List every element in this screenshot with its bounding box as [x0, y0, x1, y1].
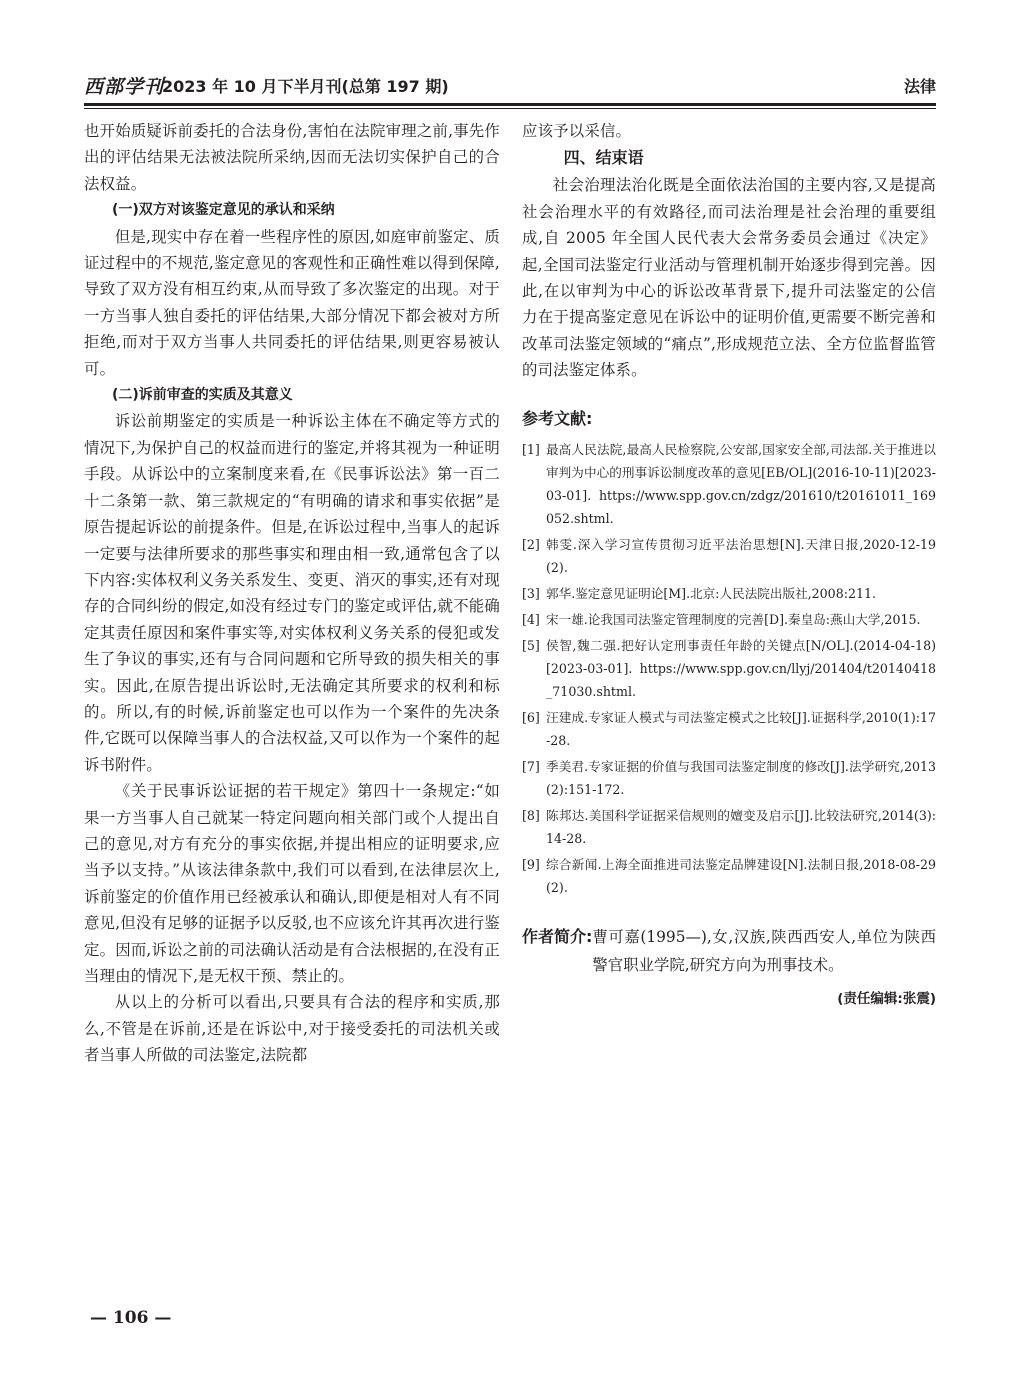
paragraph: 《关于民事诉讼证据的若干规定》第四十一条规定:“如果一方当事人自己就某一特定问题向相关部门或个人提出自己的意见,对方有充分的事实依据,并提出相应的证明要求,应当予以支持。”从该法律条款中,我们可以看到,在法律层次上,诉前鉴定的价值作用已经被承认和确认,即便是相对人有不同意见,但没有足够的证据予以反驳,也不应该允许其再次进行鉴定。因而,诉讼之前的司法确认活动是有合法根据的,在没有正当理由的情况下,是无权干预、禁止的。: [84, 782, 500, 985]
editor-credit: (责任编辑:张震): [837, 990, 936, 1007]
reference-number: [1]: [522, 441, 540, 457]
subheading: (二)诉前审查的实质及其意义: [112, 387, 293, 404]
reference-item: [522, 582, 936, 605]
reference-item: [522, 634, 936, 703]
reference-text: 汪建成.专家证人模式与司法鉴定模式之比较[J].证据科学,2010(1):17-28.: [546, 709, 936, 748]
reference-item: [522, 608, 936, 631]
reference-item: [522, 853, 936, 899]
reference-item: [522, 706, 936, 752]
reference-list: [522, 438, 936, 899]
references-title: 参考文献:: [522, 408, 593, 428]
section-name: 法律: [903, 77, 936, 96]
paragraph: 但是,现实中存在着一些程序性的原因,如庭审前鉴定、质证过程中的不规范,鉴定意见的客观性和正确性难以得到保障,导致了双方没有相互约束,从而导致了多次鉴定的出现。对于一方当事人独自委托的评估结果,大部分情况下都会被对方所拒绝,而对于双方当事人共同委托的评估结果,则更容易被认可。: [84, 227, 500, 378]
reference-text: 综合新闻.上海全面推进司法鉴定品牌建设[N].法制日报,2018-08-29(2).: [546, 856, 936, 895]
paragraph: 诉讼前期鉴定的实质是一种诉讼主体在不确定等方式的情况下,为保护自己的权益而进行的鉴定,并将其视为一种证明手段。从诉讼中的立案制度来看,在《民事诉讼法》第一百二十二条第一款、第三款规定的“有明确的请求和事实依据”是原告提起诉讼的前提条件。但是,在诉讼过程中,当事人的起诉一定要与法律所要求的那些事实和理由相一致,通常包含了以下内容:实体权利义务关系发生、变更、消灭的事实,还有对现存的合同纠纷的假定,如没有经过专门的鉴定或评估,就不能确定其责任原因和案件事实等,对实体权利义务关系的侵犯或发生了争议的事实,还有与合同问题和它所导致的损失相关的事实。因此,在原告提出诉讼时,无法确定其所要求的权利和标的。所以,有的时候,诉前鉴定也可以作为一个案件的先决条件,它既可以保障当事人的合法权益,又可以作为一个案件的起诉书附件。: [84, 412, 500, 774]
left-column: [84, 118, 500, 1069]
reference-number: [8]: [522, 807, 540, 823]
reference-number: [2]: [522, 536, 540, 552]
reference-text: 陈邦达.美国科学证据采信规则的嬗变及启示[J].比较法研究,2014(3):14-28.: [546, 807, 936, 846]
page-number: — 106 —: [90, 1308, 172, 1328]
reference-text: 宋一雄.论我国司法鉴定管理制度的完善[D].秦皇岛:燕山大学,2015.: [546, 611, 921, 627]
author-text: 曹可嘉(1995—),女,汉族,陕西西安人,单位为陕西警官职业学院,研究方向为刑事技术。: [592, 927, 936, 974]
reference-text: 韩雯.深入学习宣传贯彻习近平法治思想[N].天津日报,2020-12-19(2).: [546, 536, 936, 575]
reference-number: [3]: [522, 585, 540, 601]
journal-logo: 西部学刊: [84, 76, 165, 98]
paragraph: 应该予以采信。: [522, 122, 632, 140]
paragraph: 社会治理法治化既是全面依法治国的主要内容,又是提高社会治理水平的有效路径,而司法治理是社会治理的重要组成,自 2005 年全国人民代表大会常务委员会通过《决定》起,全国司法鉴定行业活动与管理机制开始逐步得到完善。因此,在以审判为中心的诉讼改革背景下,提升司法鉴定的公信力在于提高鉴定意见在诉讼中的证明价值,更需要不断完善和改革司法鉴定领域的“痛点”,形成规范立法、全方位监督监管的司法鉴定体系。: [522, 176, 936, 380]
reference-text: 最高人民法院,最高人民检察院,公安部,国家安全部,司法部.关于推进以审判为中心的刑事诉讼制度改革的意见[EB/OL](2016-10-11)[2023-03-01]. https://www.spp.gov.cn/zdgz/201610/t20161011_169052.shtml.: [546, 441, 936, 526]
author-bio: [522, 923, 936, 979]
reference-number: [6]: [522, 709, 540, 725]
reference-number: [4]: [522, 611, 540, 627]
reference-text: 侯智,魏二强.把好认定刑事责任年龄的关键点[N/OL].(2014-04-18)[2023-03-01]. https://www.spp.gov.cn/llyj/201404/t20140418_71030.shtml.: [546, 637, 936, 699]
reference-number: [9]: [522, 856, 540, 872]
issue-info: 2023 年 10 月下半月刊(总第 197 期): [162, 77, 449, 96]
reference-number: [7]: [522, 758, 540, 774]
reference-number: [5]: [522, 637, 540, 653]
reference-item: [522, 804, 936, 850]
header-rule-thin: [84, 108, 936, 109]
header-rule-thick: [84, 103, 936, 106]
subheading: (一)双方对该鉴定意见的承认和采纳: [112, 202, 335, 219]
paragraph: 也开始质疑诉前委托的合法身份,害怕在法院审理之前,事先作出的评估结果无法被法院所采纳,因而无法切实保护自己的合法权益。: [84, 122, 500, 193]
author-label: 作者简介:: [522, 926, 593, 946]
right-column: [522, 118, 936, 1007]
reference-item: [522, 755, 936, 801]
reference-item: [522, 533, 936, 579]
section-heading: 四、结束语: [563, 148, 644, 168]
page-header: [84, 72, 936, 98]
reference-text: 季美君.专家证据的价值与我国司法鉴定制度的修改[J].法学研究,2013(2):151-172.: [546, 758, 936, 797]
paragraph: 从以上的分析可以看出,只要具有合法的程序和实质,那么,不管是在诉前,还是在诉讼中,对于接受委托的司法机关或者当事人所做的司法鉴定,法院都: [84, 993, 500, 1065]
reference-item: [522, 438, 936, 530]
reference-text: 郭华.鉴定意见证明论[M].北京:人民法院出版社,2008:211.: [546, 585, 876, 601]
